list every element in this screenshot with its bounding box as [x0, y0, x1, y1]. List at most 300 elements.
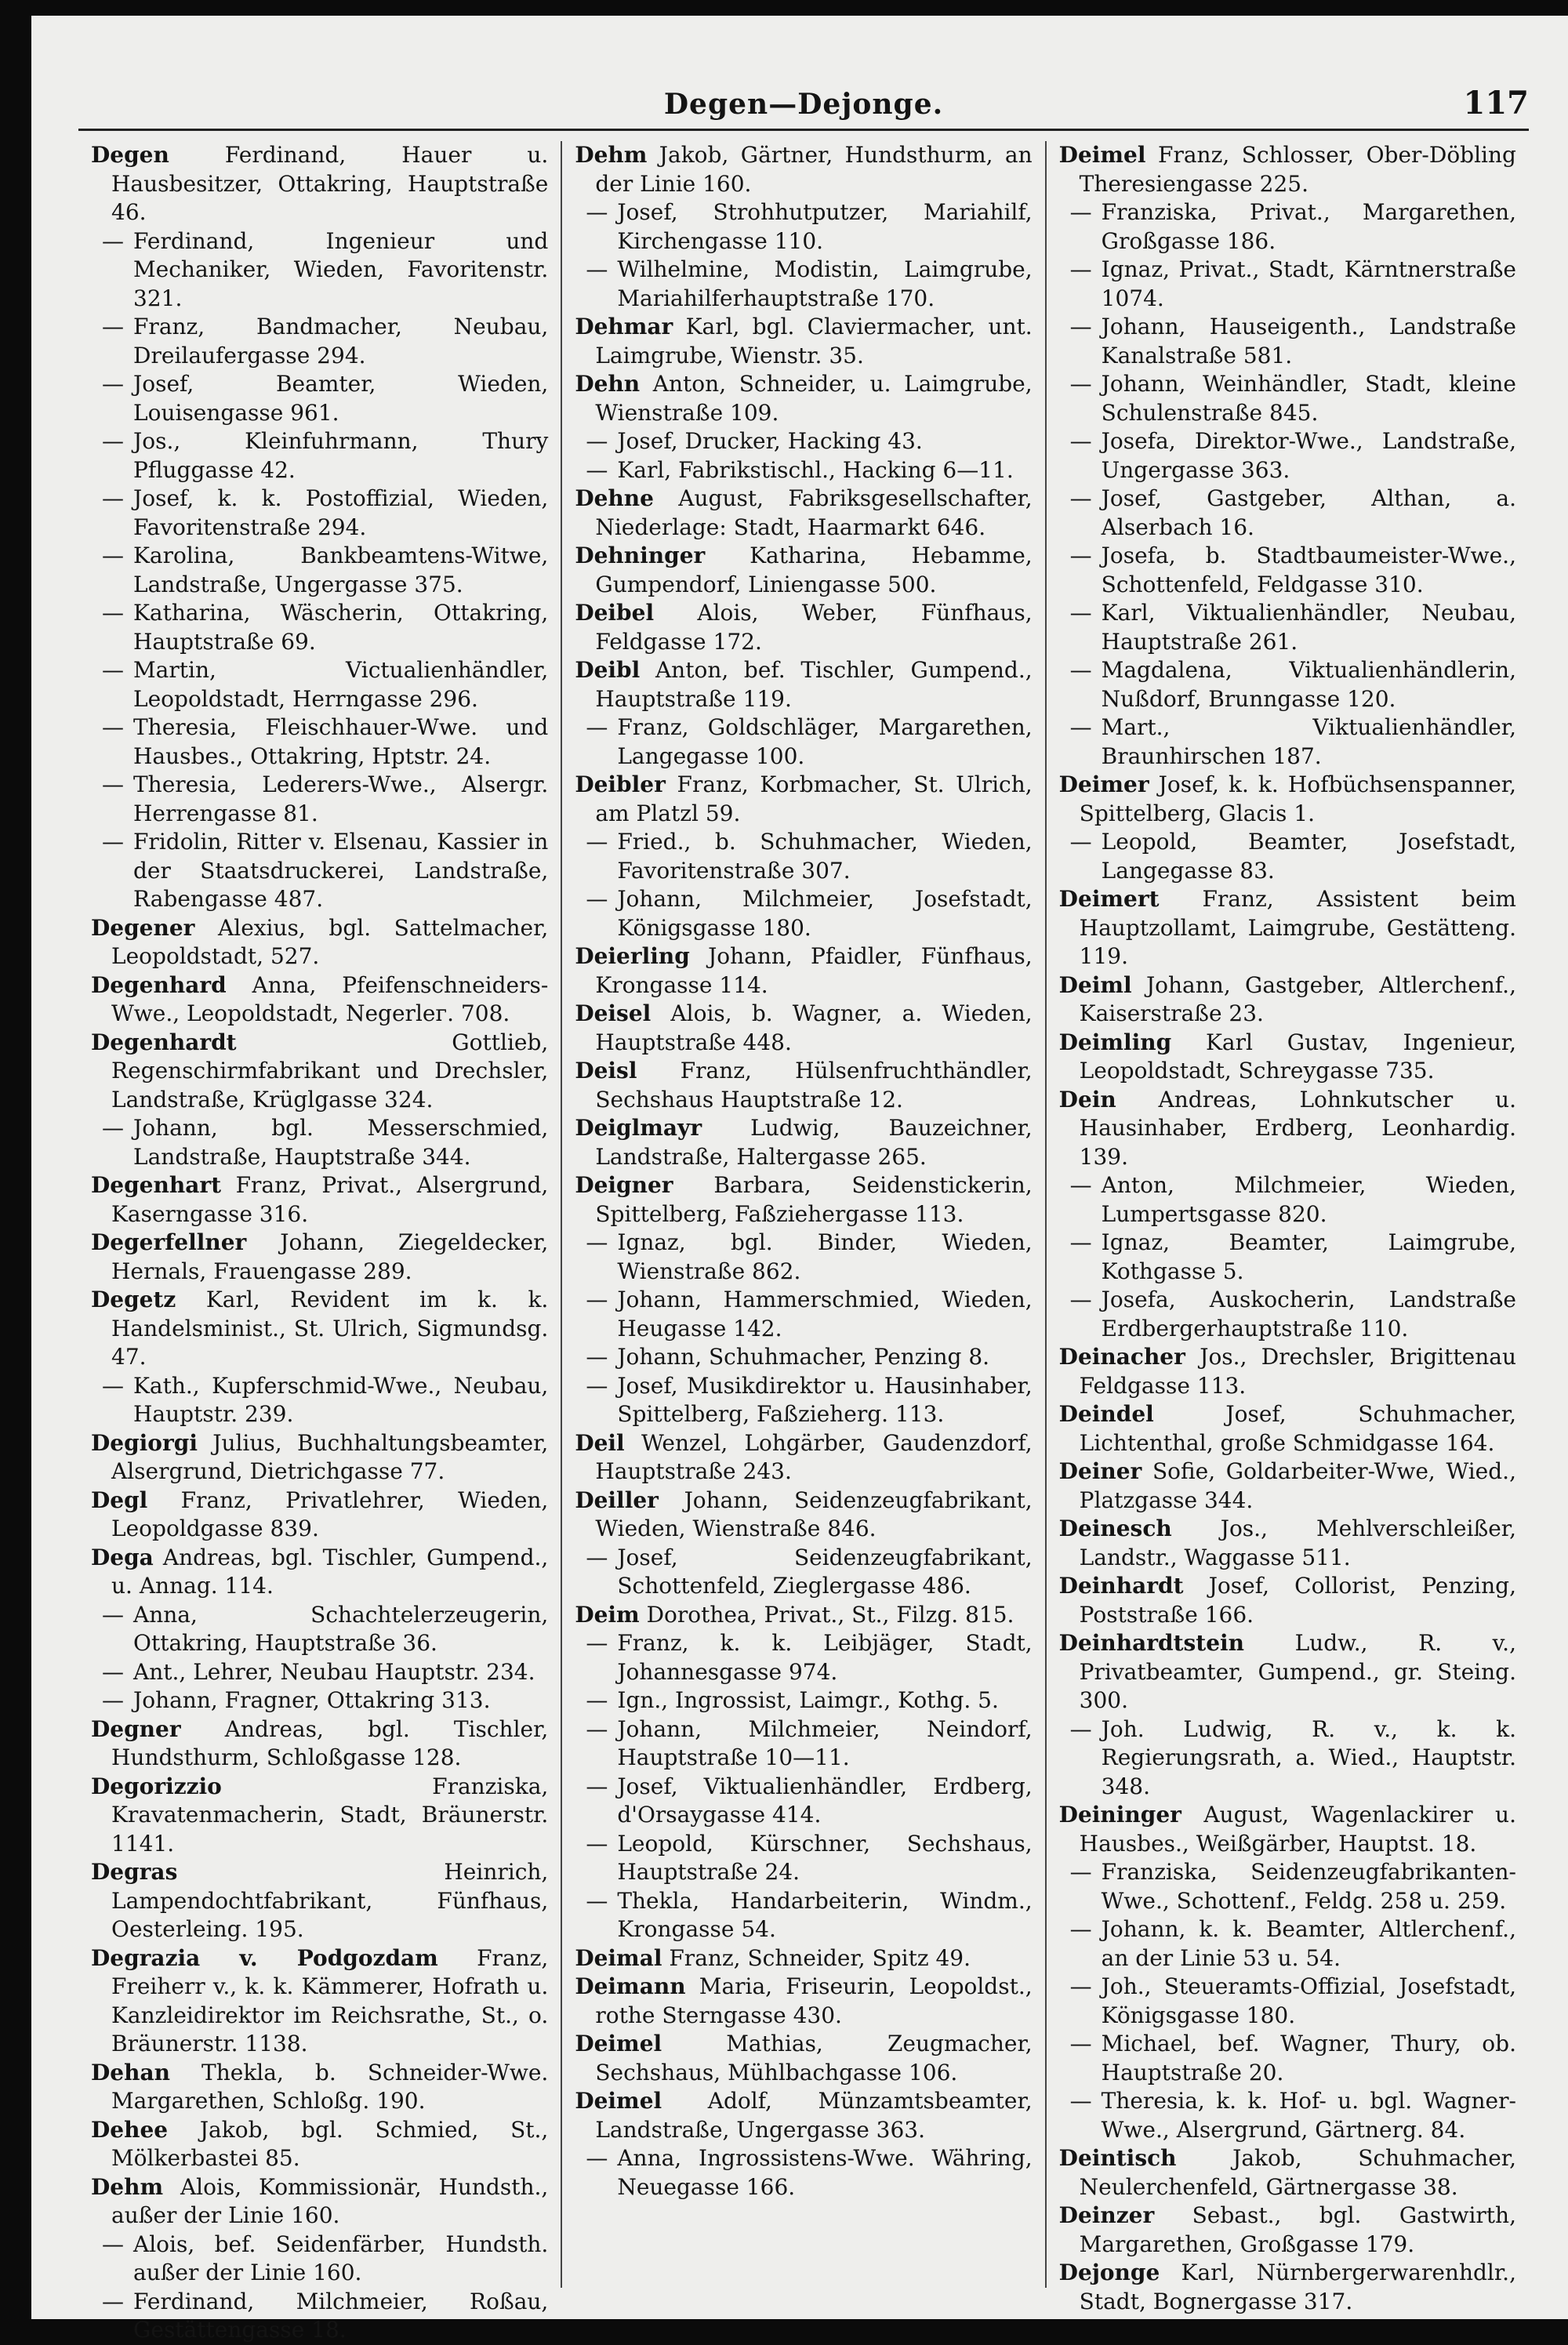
entry-surname: Deinhardt [1058, 1573, 1184, 1599]
directory-entry [575, 1114, 1032, 1171]
entry-details: Franz, Goldschläger, Margarethen, Langegasse 100. [617, 714, 1033, 769]
directory-entry [1059, 828, 1516, 885]
directory-entry [1059, 427, 1516, 485]
directory-entry [575, 1486, 1032, 1544]
entry-surname: Deimer [1058, 771, 1149, 797]
directory-entry [575, 1171, 1032, 1229]
entry-details: Ant., Lehrer, Neubau Hauptstr. 234. [133, 1658, 535, 1685]
directory-entry [575, 1286, 1032, 1343]
ditto-dash: — [1069, 1287, 1092, 1312]
entry-details: Anna, Pfeifenschneiders-Wwe., Leopoldstadt, Negerlег. 708. [111, 971, 549, 1026]
entry-surname: Dehmar [575, 314, 673, 339]
directory-entry [1059, 2202, 1516, 2259]
entry-details: Johann, Pfaidler, Fünfhaus, Krongasse 114. [595, 943, 1033, 998]
entry-details: Fried., b. Schuhmacher, Wieden, Favoritenstraße 307. [617, 829, 1033, 884]
ditto-dash: — [1069, 657, 1092, 683]
entry-surname: Deimert [1058, 886, 1160, 912]
entry-details: Heinrich, Lampendochtfabrikant, Fünfhaus, Oesterleing. 195. [111, 1859, 549, 1942]
ditto-dash: — [586, 886, 608, 912]
ditto-dash: — [1069, 714, 1092, 740]
entry-details: Franz, Bandmacher, Neubau, Dreilaufergasse 294. [133, 314, 549, 368]
page-header [78, 85, 1529, 131]
directory-entry [1059, 198, 1516, 256]
ditto-dash: — [102, 428, 124, 454]
directory-entry [575, 1544, 1032, 1601]
column-3 [1045, 141, 1529, 2314]
entry-details: Katharina, Wäscherin, Ottakring, Hauptstraße 69. [133, 600, 549, 655]
directory-entry [1059, 1915, 1516, 1973]
ditto-dash: — [586, 1630, 608, 1656]
entry-details: Barbara, Seidenstickerin, Spittelberg, Faßziehergasse 113. [595, 1172, 1033, 1227]
entry-surname: Dein [1058, 1086, 1116, 1113]
directory-entry [575, 1686, 1032, 1715]
ditto-dash: — [102, 829, 124, 855]
ditto-dash: — [1069, 256, 1092, 282]
ditto-dash: — [1069, 2031, 1092, 2056]
entry-details: Sebast., bgl. Gastwirth, Margarethen, Großgasse 179. [1079, 2202, 1516, 2257]
ditto-dash: — [586, 256, 608, 282]
entry-details: Franz, k. k. Leibjäger, Stadt, Johannesgasse 974. [617, 1630, 1033, 1685]
entry-details: Johann, Schuhmacher, Penzing 8. [617, 1344, 990, 1370]
ditto-dash: — [102, 1601, 124, 1628]
ditto-dash: — [586, 1773, 608, 1799]
ditto-dash: — [1069, 1715, 1092, 1742]
entry-surname: Deiml [1058, 971, 1132, 998]
entry-details: Ferdinand, Ingenieur und Mechaniker, Wieden, Favoritenstr. 321. [133, 227, 549, 311]
directory-entry [1059, 885, 1516, 971]
entry-details: Johann, Milchmeier, Neindorf, Hauptstraße 10—11. [617, 1715, 1033, 1770]
entry-surname: Dehee [91, 2116, 169, 2143]
directory-entry [1059, 1858, 1516, 1915]
ditto-dash: — [102, 657, 124, 683]
ditto-dash: — [586, 1372, 608, 1399]
directory-entry [1059, 971, 1516, 1029]
entry-details: Josefa, Auskocherin, Landstraße Erdbergerhauptstraße 110. [1101, 1287, 1516, 1341]
entry-details: Josefa, b. Stadtbaumeister-Wwe., Schottenfeld, Feldgasse 310. [1101, 543, 1516, 597]
directory-entry [575, 885, 1032, 942]
directory-entry [1059, 1973, 1516, 2030]
directory-entry [1059, 599, 1516, 656]
directory-entry [91, 1286, 548, 1372]
entry-details: Andreas, bgl. Tischler, Gumpend., u. Annag. 114. [111, 1544, 549, 1599]
ditto-dash: — [1069, 2088, 1092, 2114]
entry-details: Franziska, Seidenzeugfabrikanten-Wwe., Schottenf., Feldg. 258 u. 259. [1101, 1859, 1516, 1914]
entry-surname: Deimann [575, 1973, 686, 1999]
entry-surname: Degorizzio [91, 1773, 222, 1799]
entry-surname: Degener [91, 914, 195, 941]
directory-entry [1059, 256, 1516, 313]
entry-details: Josef, Beamter, Wieden, Louisengasse 961. [133, 371, 549, 426]
entry-details: Anton, Schneider, u. Laimgrube, Wienstraße 109. [595, 371, 1033, 426]
entry-details: Jakob, Schuhmacher, Neulerchenfeld, Gärtnergasse 38. [1079, 2145, 1516, 2200]
entry-surname: Deiglmayr [575, 1115, 702, 1141]
directory-entry [91, 1029, 548, 1115]
entry-details: Franz, Korbmacher, St. Ulrich, am Platzl 59. [595, 771, 1033, 826]
entry-surname: Degl [91, 1486, 148, 1513]
ditto-dash: — [1069, 1973, 1092, 1999]
entry-details: Josef, Musikdirektor u. Hausinhaber, Spittelberg, Faßzieherg. 113. [617, 1372, 1033, 1427]
directory-entry [91, 370, 548, 427]
directory-entry [1059, 2259, 1516, 2316]
entry-details: Karolina, Bankbeamtens-Witwe, Landstraße, Ungergasse 375. [133, 543, 549, 597]
directory-entry [575, 1773, 1032, 1830]
entry-details: Josef, Viktualienhändler, Erdberg, d'Orsaygasse 414. [617, 1773, 1033, 1828]
entry-surname: Degenhart [91, 1172, 222, 1198]
entry-details: Johann, k. k. Beamter, Altlerchenf., an der Linie 53 u. 54. [1101, 1916, 1516, 1971]
ditto-dash: — [102, 1687, 124, 1713]
directory-entry [1059, 2030, 1516, 2087]
running-head: Degen—Dejonge. [663, 88, 944, 121]
directory-entry [575, 1629, 1032, 1686]
ditto-dash: — [102, 1658, 124, 1685]
entry-surname: Degner [91, 1715, 181, 1742]
directory-entry [575, 542, 1032, 599]
entry-surname: Dehne [575, 485, 654, 511]
directory-entry [91, 1229, 548, 1286]
directory-entry [575, 1973, 1032, 2030]
directory-entry [1059, 1286, 1516, 1343]
entry-details: Johann, Weinhändler, Stadt, kleine Schulenstraße 845. [1101, 371, 1516, 426]
entry-details: Josef, Drucker, Hacking 43. [617, 428, 923, 454]
entry-details: Gottlieb, Regenschirmfabrikant und Drechsler, Landstraße, Krüglgasse 324. [111, 1029, 549, 1113]
entry-details: Josef, Schuhmacher, Lichtenthal, große Schmidgasse 164. [1079, 1401, 1516, 1456]
directory-entry [91, 227, 548, 314]
entry-details: Alois, b. Wagner, a. Wieden, Hauptstraße 448. [595, 1000, 1033, 1055]
ditto-dash: — [102, 485, 124, 511]
entry-surname: Deimal [575, 1944, 662, 1971]
entry-details: Ferdinand, Milchmeier, Roßau, Gestättengasse 18. [133, 2288, 549, 2343]
directory-entry [575, 485, 1032, 542]
entry-details: Anton, bef. Tischler, Gumpend., Hauptstraße 119. [595, 657, 1033, 712]
ditto-dash: — [102, 543, 124, 568]
directory-entry [91, 427, 548, 485]
ditto-dash: — [586, 2145, 608, 2171]
directory-entry [1059, 1515, 1516, 1572]
entry-surname: Deininger [1058, 1802, 1181, 1828]
entry-details: Alois, Kommissionär, Hundsth., außer der Linie 160. [111, 2173, 549, 2228]
ditto-dash: — [1069, 1916, 1092, 1942]
directory-entry [91, 485, 548, 542]
entry-details: Anna, Ingrossistens-Wwe. Währing, Neuegasse 166. [617, 2145, 1033, 2200]
directory-entry [1059, 370, 1516, 427]
entry-surname: Deimel [575, 2031, 662, 2056]
ditto-dash: — [586, 714, 608, 740]
entry-details: Mart., Viktualienhändler, Braunhirschen 187. [1101, 714, 1516, 769]
entry-details: Maria, Friseurin, Leopoldst., rothe Sterngasse 430. [595, 1973, 1033, 2028]
directory-entry [575, 1372, 1032, 1429]
entry-details: Andreas, bgl. Tischler, Hundsthurm, Schloßgasse 128. [111, 1715, 549, 1770]
directory-entry [575, 1057, 1032, 1114]
entry-details: Wilhelmine, Modistin, Laimgrube, Mariahilferhauptstraße 170. [617, 256, 1033, 311]
entry-details: Anna, Schachtelerzeugerin, Ottakring, Hauptstraße 36. [133, 1601, 549, 1656]
entry-details: Josef, k. k. Postoffizial, Wieden, Favoritenstraße 294. [133, 485, 549, 540]
entry-details: Kath., Kupferschmid-Wwe., Neubau, Hauptstr. 239. [133, 1372, 549, 1427]
ditto-dash: — [586, 1344, 608, 1370]
directory-entry [1059, 771, 1516, 828]
directory-entry [575, 828, 1032, 885]
entry-details: Franz, Schneider, Spitz 49. [669, 1944, 971, 1971]
entry-surname: Deierling [575, 943, 690, 969]
directory-entry [575, 1887, 1032, 1944]
ditto-dash: — [1069, 371, 1092, 397]
entry-surname: Deinacher [1058, 1344, 1185, 1370]
column-1 [78, 141, 561, 2343]
directory-entry [575, 599, 1032, 656]
directory-entry [1059, 1086, 1516, 1172]
ditto-dash: — [1069, 1172, 1092, 1198]
entry-details: Johann, bgl. Messerschmied, Landstraße, Hauptstraße 344. [133, 1115, 549, 1170]
entry-details: Johann, Seidenzeugfabrikant, Wieden, Wienstraße 846. [595, 1486, 1033, 1541]
directory-entry [1059, 1629, 1516, 1715]
ditto-dash: — [1069, 829, 1092, 855]
entry-details: Anton, Milchmeier, Wieden, Lumpertsgasse 820. [1101, 1172, 1516, 1227]
entry-details: Franziska, Kravatenmacherin, Stadt, Bräunerstr. 1141. [111, 1773, 549, 1857]
entry-surname: Deiller [575, 1486, 659, 1513]
directory-entry [1059, 1715, 1516, 1802]
directory-entry [575, 713, 1032, 771]
directory-entry [1059, 656, 1516, 713]
directory-entry [91, 1686, 548, 1715]
entry-details: Katharina, Hebamme, Gumpendorf, Liniengasse 500. [595, 543, 1033, 597]
ditto-dash: — [586, 428, 608, 454]
directory-entry [91, 2173, 548, 2231]
entry-surname: Dega [91, 1544, 154, 1570]
directory-entry [575, 1343, 1032, 1372]
entry-details: Adolf, Münzamtsbeamter, Landstraße, Ungergasse 363. [595, 2088, 1033, 2143]
entry-details: Karl, Fabrikstischl., Hacking 6—11. [617, 456, 1014, 483]
directory-entry [91, 1944, 548, 2059]
ditto-dash: — [586, 829, 608, 855]
entry-details: Ignaz, Beamter, Laimgrube, Kothgasse 5. [1101, 1229, 1516, 1284]
entry-surname: Deimel [575, 2088, 662, 2114]
entry-details: Theresia, k. k. Hof- u. bgl. Wagner-Wwe., Alsergrund, Gärtnerg. 84. [1101, 2088, 1516, 2143]
entry-details: Johann, Hauseigenth., Landstraße Kanalstraße 581. [1101, 314, 1516, 368]
ditto-dash: — [586, 1229, 608, 1255]
entry-details: Dorothea, Privat., St., Filzg. 815. [646, 1601, 1014, 1628]
ditto-dash: — [102, 314, 124, 339]
entry-details: Ign., Ingrossist, Laimgr., Kothg. 5. [617, 1687, 999, 1713]
entry-details: August, Fabriksgesellschafter, Niederlage: Stadt, Haarmarkt 646. [595, 485, 1033, 540]
directory-entry [91, 2231, 548, 2288]
entry-details: Joh., Steueramts-Offizial, Josefstadt, Königsgasse 180. [1101, 1973, 1516, 2028]
ditto-dash: — [102, 771, 124, 797]
entry-details: Leopold, Beamter, Josefstadt, Langegasse 83. [1101, 829, 1516, 884]
directory-entry [1059, 713, 1516, 771]
entry-details: Josefa, Direktor-Wwe., Landstraße, Ungergasse 363. [1101, 428, 1516, 483]
directory-entry [575, 1715, 1032, 1773]
entry-details: Franz, Assistent beim Hauptzollamt, Laimgrube, Gestätteng. 119. [1079, 886, 1516, 969]
entry-surname: Deisel [575, 1000, 652, 1026]
directory-entry [1059, 141, 1516, 198]
entry-details: Karl, Viktualienhändler, Neubau, Hauptstraße 261. [1101, 600, 1516, 655]
directory-entry [1059, 2087, 1516, 2144]
entry-surname: Deisl [575, 1058, 637, 1084]
ditto-dash: — [102, 600, 124, 626]
ditto-dash: — [102, 714, 124, 740]
entry-details: Ludwig, Bauzeichner, Landstraße, Haltergasse 265. [595, 1115, 1033, 1170]
entry-details: Josef, Collorist, Penzing, Poststraße 166. [1079, 1573, 1516, 1628]
directory-entry [575, 1830, 1032, 1887]
entry-surname: Deimling [1058, 1029, 1172, 1055]
ditto-dash: — [586, 1887, 608, 1914]
directory-entry [91, 1544, 548, 1601]
directory-entry [91, 828, 548, 914]
entry-details: Ludw., R. v., Privatbeamter, Gumpend., gr. Steing. 300. [1079, 1630, 1516, 1713]
directory-entry [91, 313, 548, 370]
ditto-dash: — [1069, 314, 1092, 339]
ditto-dash: — [1069, 485, 1092, 511]
entry-surname: Deibel [575, 600, 655, 626]
ditto-dash: — [102, 2288, 124, 2314]
directory-entry [91, 1715, 548, 1773]
directory-entry [575, 1000, 1032, 1057]
ditto-dash: — [586, 456, 608, 483]
entry-surname: Deinzer [1058, 2202, 1155, 2228]
directory-entry [91, 1658, 548, 1687]
entry-surname: Deimel [1058, 142, 1146, 168]
directory-entry [91, 2116, 548, 2173]
directory-entry [575, 2087, 1032, 2144]
directory-entry [575, 256, 1032, 313]
entry-details: Jos., Kleinfuhrmann, Thury Pfluggasse 42. [133, 428, 549, 483]
entry-details: Karl, bgl. Claviermacher, unt. Laimgrube, Wienstr. 35. [595, 314, 1033, 368]
directory-entry [575, 771, 1032, 828]
directory-entry [575, 456, 1032, 485]
directory-entry [1059, 1457, 1516, 1515]
directory-entry [1059, 1029, 1516, 1086]
directory-entry [91, 771, 548, 828]
entry-details: Sofie, Goldarbeiter-Wwe, Wied., Platzgasse 344. [1079, 1458, 1516, 1513]
entry-details: Franz, Privatlehrer, Wieden, Leopoldgasse 839. [111, 1486, 549, 1541]
entry-details: Theresia, Lederers-Wwe., Alsergr. Herrengasse 81. [133, 771, 549, 826]
directory-entry [91, 2288, 548, 2345]
entry-details: Ferdinand, Hauer u. Hausbesitzer, Ottakring, Hauptstraße 46. [111, 142, 549, 225]
entry-details: Johann, Fragner, Ottakring 313. [133, 1687, 491, 1713]
entry-surname: Dehninger [575, 543, 706, 568]
entry-surname: Degerfellner [91, 1229, 247, 1255]
directory-entry [1059, 542, 1516, 599]
entry-details: Andreas, Lohnkutscher u. Hausinhaber, Erdberg, Leonhardig. 139. [1079, 1086, 1516, 1170]
entry-details: Fridolin, Ritter v. Elsenau, Kassier in der Staatsdruckerei, Landstraße, Rabengasse 487. [133, 829, 549, 912]
ditto-dash: — [586, 1830, 608, 1857]
entry-surname: Degiorgi [91, 1429, 198, 1456]
entry-details: Josef, k. k. Hofbüchsenspanner, Spittelberg, Glacis 1. [1079, 771, 1516, 826]
directory-entry [575, 1229, 1032, 1286]
directory-entry [91, 1601, 548, 1658]
entry-details: Mathias, Zeugmacher, Sechshaus, Mühlbachgasse 106. [595, 2031, 1033, 2085]
ditto-dash: — [102, 1372, 124, 1399]
entry-details: Theresia, Fleischhauer-Wwe. und Hausbes., Ottakring, Hptstr. 24. [133, 714, 549, 769]
ditto-dash: — [1069, 1229, 1092, 1255]
entry-surname: Deibl [575, 657, 641, 683]
entry-surname: Deiner [1058, 1458, 1142, 1484]
ditto-dash: — [102, 1115, 124, 1141]
directory-entry [575, 1944, 1032, 1973]
directory-entry [575, 2144, 1032, 2202]
entry-details: Wenzel, Lohgärber, Gaudenzdorf, Hauptstraße 243. [595, 1429, 1033, 1484]
entry-details: Josef, Gastgeber, Althan, a. Alserbach 16. [1101, 485, 1516, 540]
ditto-dash: — [1069, 428, 1092, 454]
entry-details: Leopold, Kürschner, Sechshaus, Hauptstraße 24. [617, 1830, 1033, 1885]
ditto-dash: — [586, 199, 608, 225]
entry-surname: Degrazia v. Podgozdam [91, 1944, 438, 1971]
directory-entry [91, 599, 548, 656]
directory-entry [1059, 1572, 1516, 1629]
directory-entry [91, 2059, 548, 2116]
entry-surname: Degetz [91, 1287, 176, 1312]
directory-entry [91, 1486, 548, 1544]
directory-entry [91, 141, 548, 227]
directory-entry [575, 656, 1032, 713]
entry-surname: Deigner [575, 1172, 673, 1198]
entry-details: Magdalena, Viktualienhändlerin, Nußdorf, Brunngasse 120. [1101, 657, 1516, 712]
directory-entry [91, 1171, 548, 1229]
entry-details: Joh. Ludwig, R. v., k. k. Regierungsrath, a. Wied., Hauptstr. 348. [1101, 1715, 1516, 1799]
entry-details: Franz, Privat., Alsergrund, Kaserngasse 316. [111, 1172, 549, 1227]
entry-surname: Degen [91, 142, 169, 168]
ditto-dash: — [1069, 199, 1092, 225]
entry-details: Thekla, Handarbeiterin, Windm., Krongasse 54. [617, 1887, 1033, 1942]
directory-entry [1059, 313, 1516, 370]
directory-entry [91, 542, 548, 599]
directory-entry [575, 2030, 1032, 2087]
directory-entry [91, 1858, 548, 1944]
directory-entry [1059, 2144, 1516, 2202]
entry-details: Julius, Buchhaltungsbeamter, Alsergrund, Dietrichgasse 77. [111, 1429, 549, 1484]
directory-entry [91, 914, 548, 971]
entry-surname: Deinesch [1058, 1516, 1172, 1541]
directory-page [31, 16, 1568, 2343]
directory-entry [91, 1429, 548, 1486]
directory-entry [91, 1773, 548, 1859]
directory-entry [1059, 1171, 1516, 1229]
entry-surname: Deinhardtstein [1058, 1630, 1245, 1656]
column-2 [561, 141, 1044, 2288]
entry-details: Ignaz, Privat., Stadt, Kärntnerstraße 1074. [1101, 256, 1516, 311]
directory-entry [575, 942, 1032, 1000]
directory-entry [575, 370, 1032, 427]
ditto-dash: — [102, 2231, 124, 2257]
ditto-dash: — [102, 371, 124, 397]
entry-details: Franz, Hülsenfruchthändler, Sechshaus Hauptstraße 12. [595, 1058, 1033, 1113]
directory-entry [575, 1429, 1032, 1486]
entry-details: Alois, Weber, Fünfhaus, Feldgasse 172. [595, 600, 1033, 655]
directory-entry [575, 198, 1032, 256]
entry-details: Josef, Strohhutputzer, Mariahilf, Kirchengasse 110. [617, 199, 1033, 254]
entry-details: Franziska, Privat., Margarethen, Großgasse 186. [1101, 199, 1516, 254]
entry-details: Josef, Seidenzeugfabrikant, Schottenfeld, Zieglergasse 486. [617, 1544, 1033, 1599]
ditto-dash: — [586, 1687, 608, 1713]
entry-surname: Dejonge [1058, 2260, 1160, 2285]
page-number: 117 [1463, 85, 1529, 122]
entry-details: Franz, Schlosser, Ober-Döbling Theresiengasse 225. [1079, 142, 1516, 197]
entry-surname: Deindel [1058, 1401, 1154, 1427]
ditto-dash: — [102, 227, 124, 254]
entry-surname: Deim [575, 1601, 640, 1628]
ditto-dash: — [1069, 600, 1092, 626]
ditto-dash: — [1069, 543, 1092, 568]
ditto-dash: — [586, 1544, 608, 1570]
entry-surname: Deibler [575, 771, 666, 797]
entry-details: Johann, Milchmeier, Josefstadt, Königsgasse 180. [617, 886, 1033, 941]
entry-details: Jos., Mehlverschleißer, Landstr., Waggasse 511. [1079, 1516, 1516, 1570]
directory-entry [1059, 1400, 1516, 1457]
entry-surname: Dehan [91, 2059, 170, 2085]
entry-details: August, Wagenlackirer u. Hausbes., Weißgärber, Hauptst. 18. [1079, 1802, 1516, 1857]
entry-details: Alois, bef. Seidenfärber, Hundsth. außer der Linie 160. [133, 2231, 549, 2285]
entry-details: Martin, Victualienhändler, Leopoldstadt, Herrngasse 296. [133, 657, 549, 712]
entry-details: Johann, Gastgeber, Altlerchenf., Kaiserstraße 23. [1079, 971, 1516, 1026]
